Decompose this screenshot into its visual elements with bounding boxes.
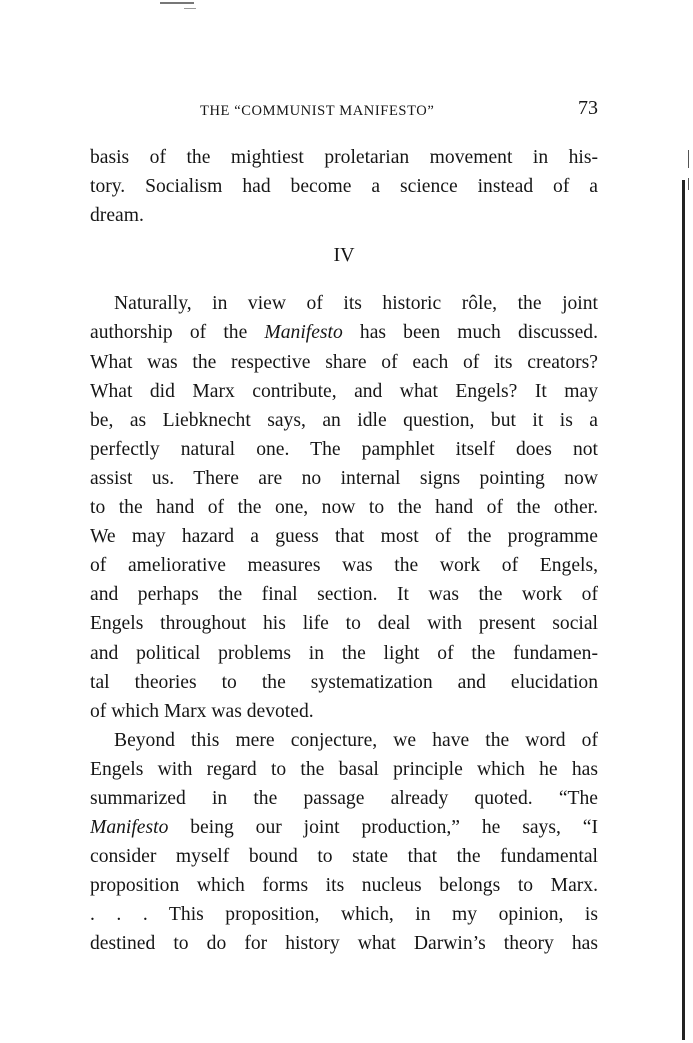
text-line: authorship of the Manifesto has been much discussed. [90,322,598,344]
text-line: summarized in the passage already quoted. “The [90,787,598,809]
text-line: be, as Liebknecht says, an idle question, but it is a [90,409,598,431]
text-line: destined to do for history what Darwin’s theory has [90,933,598,955]
text-line: . . . This proposition, which, in my opinion, is [90,904,598,926]
text-line: of ameliorative measures was the work of Engels, [90,555,598,577]
text-line: consider myself bound to state that the fundamental [90,846,598,868]
page-edge-mark [688,178,689,190]
text-line: proposition which forms its nucleus belongs to Marx. [90,875,598,897]
page-edge-shadow [682,180,685,1040]
page-edge-mark [688,150,689,168]
text-line: What did Marx contribute, and what Engels? It may [90,380,598,402]
paragraph [90,726,598,959]
text-line: tory. Socialism had become a science instead of a [90,176,598,198]
page-body [90,143,598,959]
text-line: Engels throughout his life to deal with present social [90,613,598,635]
text-line: to the hand of the one, now to the hand of the other. [90,497,598,519]
text-line: perfectly natural one. The pamphlet itself does not [90,438,598,460]
text-line: assist us. There are no internal signs pointing now [90,467,598,489]
text-line: dream. [90,205,144,227]
scan-artifact [160,2,194,4]
running-header [90,97,600,125]
text-line: Naturally, in view of its historic rôle, the joint [114,293,598,315]
text-line: tal theories to the systematization and elucidation [90,671,598,693]
text-line: Engels with regard to the basal principle which he has [90,758,598,780]
paragraph [90,143,598,230]
page-number: 73 [578,97,598,119]
text-line: Manifesto being our joint production,” he says, “I [90,817,598,839]
text-line: Beyond this mere conjecture, we have the word of [114,729,598,751]
text-line: and political problems in the light of the fundamen- [90,642,598,664]
section-heading: IV [333,244,355,267]
text-line: We may hazard a guess that most of the programme [90,526,598,548]
text-line: and perhaps the final section. It was the work of [90,584,598,606]
paragraph [90,289,598,725]
running-title: THE “COMMUNIST MANIFESTO” [200,103,435,119]
text-line: What was the respective share of each of its creators? [90,351,598,373]
text-line: basis of the mightiest proletarian movement in his- [90,147,598,168]
scan-artifact [184,8,196,9]
text-line: of which Marx was devoted. [90,700,314,722]
